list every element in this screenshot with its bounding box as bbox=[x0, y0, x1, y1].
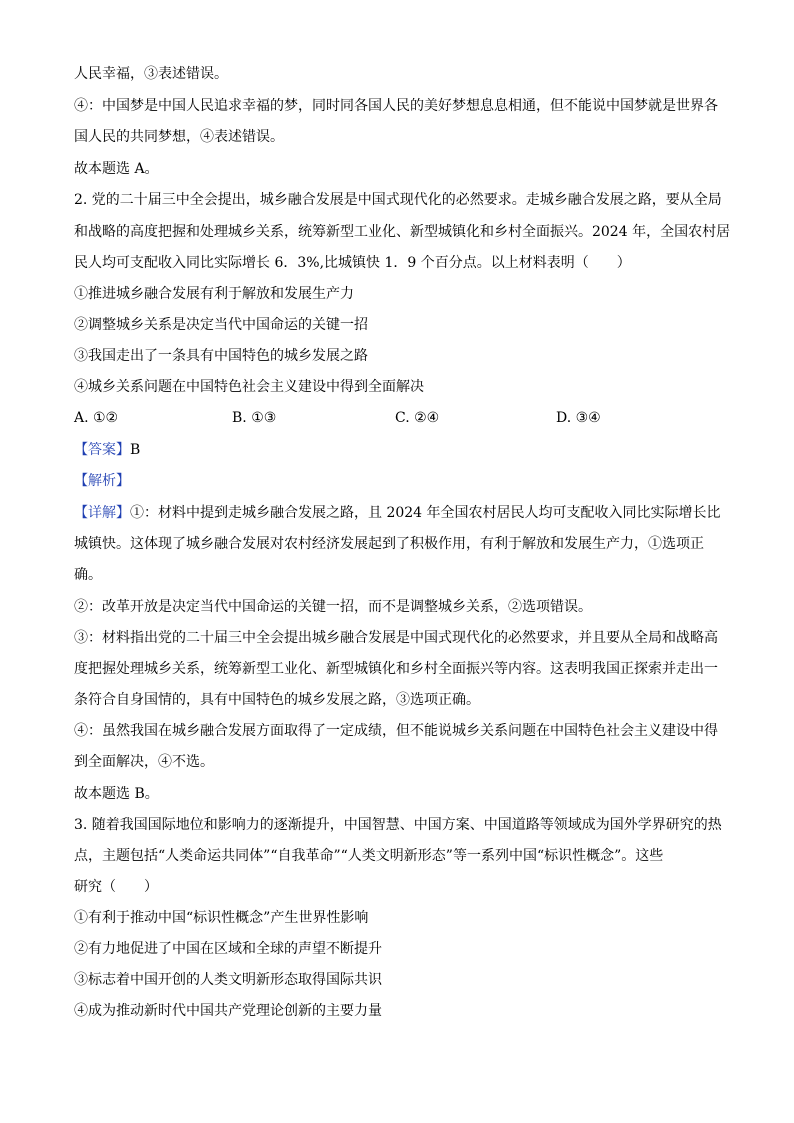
statement: ①有利于推动中国“标识性概念”产生世界性影响 bbox=[74, 910, 369, 926]
question-stem: 民人均可支配收入同比实际增长 6．3%,比城镇快 1．9 个百分点。以上材料表明（ ） bbox=[74, 255, 631, 271]
question-stem: 研究（ ） bbox=[74, 879, 158, 895]
option-d: D. ③④ bbox=[556, 410, 601, 426]
option-a: A. ①② bbox=[74, 410, 119, 426]
detail-line bbox=[74, 503, 721, 523]
analysis-tag: 【解析】 bbox=[74, 473, 130, 489]
text-line: 城镇快。这体现了城乡融合发展对农村经济发展起到了积极作用，有利于解放和发展生产力，①选项正 bbox=[74, 536, 704, 552]
statement: ①推进城乡融合发展有利于解放和发展生产力 bbox=[74, 286, 354, 302]
option-b: B. ①③ bbox=[232, 410, 277, 426]
statement: ③我国走出了一条具有中国特色的城乡发展之路 bbox=[74, 348, 368, 364]
text-line: ④：中国梦是中国人民追求幸福的梦，同时同各国人民的美好梦想息息相通，但不能说中国梦就是世界各 bbox=[74, 98, 718, 114]
detail-tag: 【详解】 bbox=[74, 505, 130, 521]
detail-text: ①：材料中提到走城乡融合发展之路，且 2024 年全国农村居民人均可支配收入同比实际增长比 bbox=[130, 505, 721, 521]
question-stem: 和战略的高度把握和处理城乡关系，统筹新型工业化、新型城镇化和乡村全面振兴。2024 年，全国农村居 bbox=[74, 224, 731, 240]
analysis-line bbox=[74, 471, 130, 491]
option-c: C. ②④ bbox=[395, 410, 440, 426]
text-line: ③：材料指出党的二十届三中全会提出城乡融合发展是中国式现代化的必然要求，并且要从全局和战略高 bbox=[74, 630, 718, 646]
text-line: ④：虽然我国在城乡融合发展方面取得了一定成绩，但不能说城乡关系问题在中国特色社会主义建设中得 bbox=[74, 723, 718, 739]
statement: ④城乡关系问题在中国特色社会主义建设中得到全面解决 bbox=[74, 379, 424, 395]
text-line: 条符合自身国情的，具有中国特色的城乡发展之路，③选项正确。 bbox=[74, 692, 480, 708]
statement: ③标志着中国开创的人类文明新形态取得国际共识 bbox=[74, 972, 382, 988]
text-line: 故本题选 A。 bbox=[74, 161, 159, 177]
answer-line bbox=[74, 440, 140, 460]
text-line: 确。 bbox=[74, 567, 102, 583]
answer-value: B bbox=[130, 442, 141, 458]
text-line: 人民幸福，③表述错误。 bbox=[74, 66, 228, 82]
text-line: 度把握处理城乡关系，统筹新型工业化、新型城镇化和乡村全面振兴等内容。这表明我国正探索并走出一 bbox=[74, 661, 718, 677]
text-line: ②：改革开放是决定当代中国命运的关键一招，而不是调整城乡关系，②选项错误。 bbox=[74, 599, 592, 615]
text-line: 国人民的共同梦想，④表述错误。 bbox=[74, 129, 284, 145]
text-line: 到全面解决，④不选。 bbox=[74, 754, 214, 770]
question-stem: 2. 党的二十届三中全会提出，城乡融合发展是中国式现代化的必然要求。走城乡融合发展之路，要从全局 bbox=[74, 192, 722, 208]
question-stem: 3. 随着我国国际地位和影响力的逐渐提升，中国智慧、中国方案、中国道路等领域成为国外学界研究的热 bbox=[74, 817, 722, 833]
answer-tag: 【答案】 bbox=[74, 442, 130, 458]
question-stem: 点，主题包括“人类命运共同体”“自我革命”“人类文明新形态”等一系列中国“标识性概念”。这些 bbox=[74, 848, 664, 864]
statement: ②调整城乡关系是决定当代中国命运的关键一招 bbox=[74, 317, 368, 333]
statement: ④成为推动新时代中国共产党理论创新的主要力量 bbox=[74, 1003, 382, 1019]
statement: ②有力地促进了中国在区域和全球的声望不断提升 bbox=[74, 941, 382, 957]
text-line: 故本题选 B。 bbox=[74, 786, 159, 802]
